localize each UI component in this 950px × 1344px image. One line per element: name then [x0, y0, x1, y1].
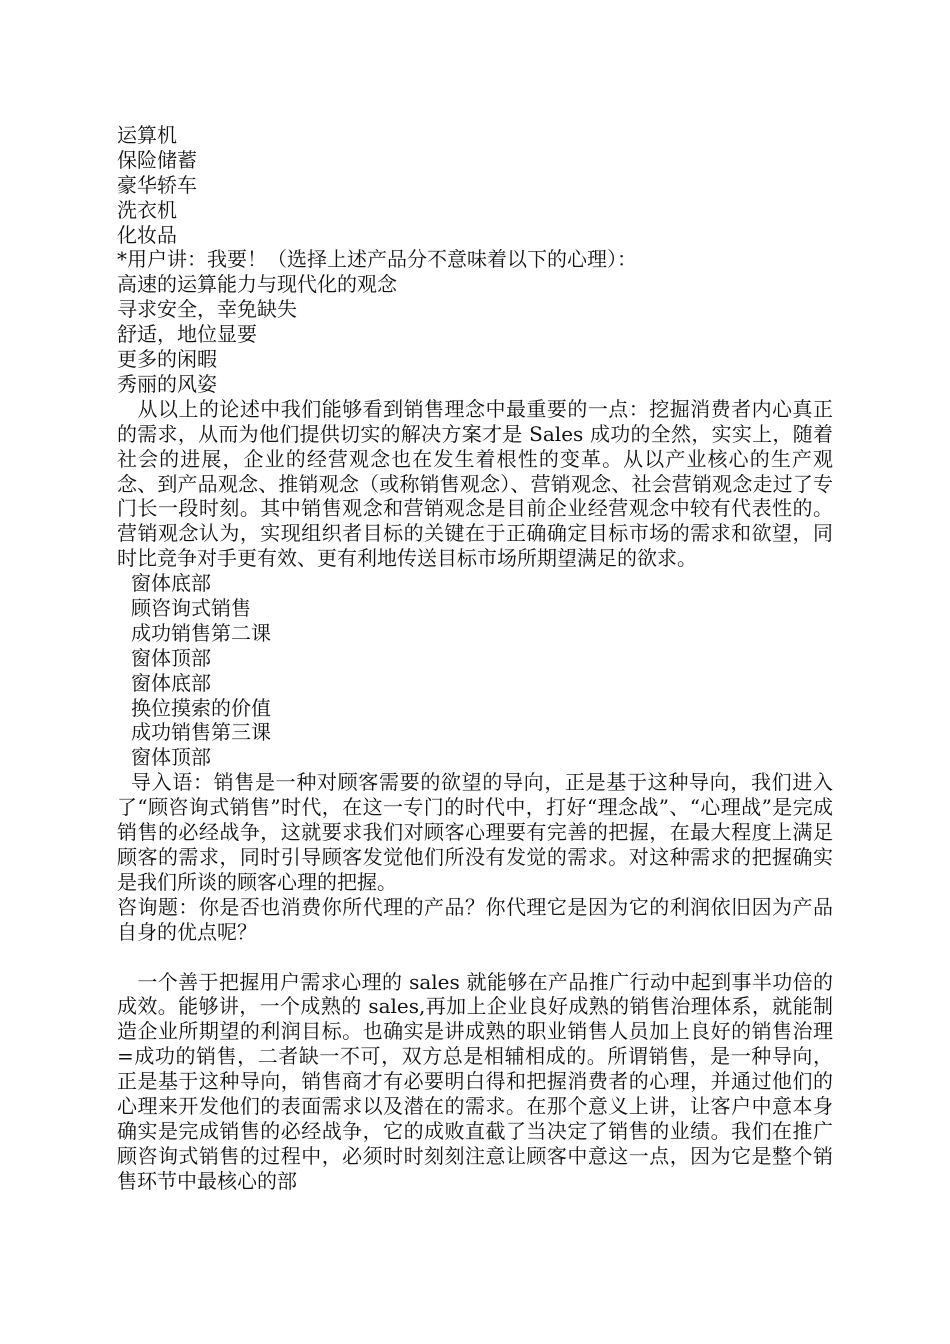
- product-item: 保险储蓄: [117, 147, 197, 172]
- psychology-item: 更多的闲暇: [117, 347, 217, 372]
- nav-link-lesson-two[interactable]: 成功销售第二课: [131, 620, 271, 645]
- document-page: [117, 123, 833, 1194]
- user-says-line: *用户讲：我要！（选择上述产品分不意味着以下的心理）：: [117, 247, 637, 272]
- product-item: 运算机: [117, 123, 177, 147]
- form-bottom-marker: 窗体底部: [131, 670, 211, 695]
- psychology-item: 高速的运算能力与现代化的观念: [117, 272, 397, 297]
- form-bottom-marker: 窗体底部: [131, 571, 211, 596]
- intro-paragraph: 导入语：销售是一种对顾客需要的欲望的导向，正是基于这种导向，我们进入了“顾咨询式销售”时代，在这一专门的时代中，打好“理念战”、“心理战”是完成销售的必经战争，这就要求我们对顾客心理要有完善的把握，在最大程度上满足顾客的需求，同时引导顾客发觉他们所没有发觉的需求。对这种需求的把握确实是我们所谈的顾客心理的把握。: [117, 770, 833, 894]
- product-item: 化妆品: [117, 222, 177, 247]
- nav-link-consultative-selling[interactable]: 顾咨询式销售: [131, 596, 251, 621]
- product-item: 洗衣机: [117, 197, 177, 222]
- psychology-item: 秀丽的风姿: [117, 371, 217, 396]
- psychology-item: 寻求安全，幸免缺失: [117, 297, 297, 322]
- form-top-marker: 窗体顶部: [131, 645, 211, 670]
- psychology-item: 舒适，地位显要: [117, 322, 257, 347]
- question-paragraph: 咨询题：你是否也消费你所代理的产品？你代理它是因为它的利润依旧因为产品自身的优点呢？: [117, 894, 833, 944]
- nav-link-perspective-value[interactable]: 换位摸索的价值: [131, 695, 271, 720]
- blank-line: [117, 945, 833, 970]
- nav-link-lesson-three[interactable]: 成功销售第三课: [131, 720, 271, 745]
- body-paragraph-marketing-concept: 从以上的论述中我们能够看到销售理念中最重要的一点：挖掘消费者内心真正的需求，从而为他们提供切实的解决方案才是 Sales 成功的全然，实实上，随着社会的进展，企业的经营观念也在发生着根性的变革。从以产业核心的生产观念、到产品观念、推销观念（或称销售观念）、营销观念、社会营销观念走过了专门长一段时刻。其中销售观念和营销观念是目前企业经营观念中较有代表性的。营销观念认为，实现组织者目标的关键在于正确确定目标市场的需求和欲望，同时比竞争对手更有效、更有利地传送目标市场所期望满足的欲求。: [117, 396, 833, 571]
- product-item: 豪华轿车: [117, 172, 197, 197]
- body-paragraph-sales-psychology: 一个善于把握用户需求心理的 sales 就能够在产品推广行动中起到事半功倍的成效。能够讲，一个成熟的 sales,再加上企业良好成熟的销售治理体系，就能制造企业所期望的利润目标。也确实是讲成熟的职业销售人员加上良好的销售治理=成功的销售，二者缺一不可，双方总是相辅相成的。所谓销售，是一种导向，正是基于这种导向，销售商才有必要明白得和把握消费者的心理，并通过他们的心理来开发他们的表面需求以及潜在的需求。在那个意义上讲，让客户中意本身确实是完成销售的必经战争，它的成败直截了当决定了销售的业绩。我们在推广顾咨询式销售的过程中，必须时时刻刻注意让顾客中意这一点，因为它是整个销售环节中最核心的部: [117, 969, 833, 1193]
- form-top-marker: 窗体顶部: [131, 745, 211, 770]
